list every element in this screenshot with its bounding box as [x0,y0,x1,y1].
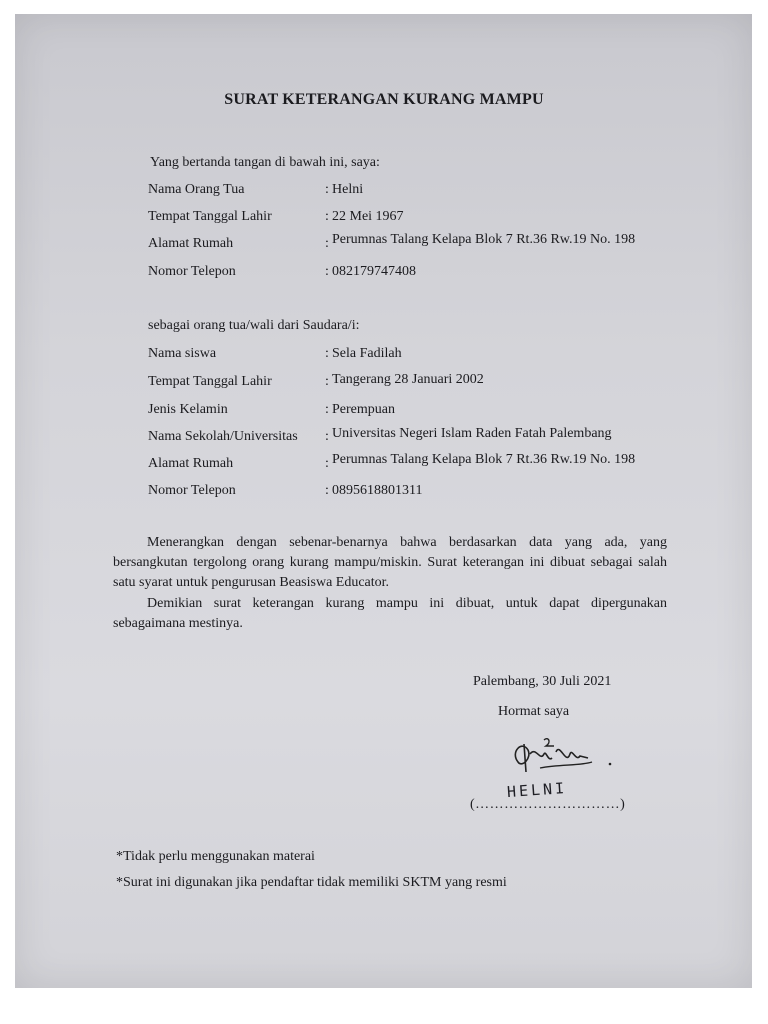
field-colon: : [325,402,329,417]
field-value: Perempuan [332,402,395,417]
field-value: Universitas Negeri Islam Raden Fatah Palembang [332,426,612,441]
field-value: 22 Mei 1967 [332,209,404,224]
document-title: SURAT KETERANGAN KURANG MAMPU [224,91,544,108]
statement-paragraph [113,533,667,593]
field-colon: : [325,429,329,444]
field-value: 082179747408 [332,264,416,279]
handwritten-name: HELNI [506,778,568,802]
intro-text: Yang bertanda tangan di bawah ini, saya: [150,155,380,170]
field-value: Tangerang 28 Januari 2002 [332,372,484,387]
field-colon: : [325,374,329,389]
field-label: Jenis Kelamin [148,402,228,417]
guardian-intro-text: sebagai orang tua/wali dari Saudara/i: [148,318,360,333]
field-colon: : [325,264,329,279]
field-colon: : [325,456,329,471]
field-colon: : [325,209,329,224]
field-value: Sela Fadilah [332,346,402,361]
footnote-materai: *Tidak perlu menggunakan materai [116,849,315,864]
field-colon: : [325,182,329,197]
document-page [15,14,752,988]
field-colon: : [325,236,329,251]
field-label: Nomor Telepon [148,264,236,279]
field-label: Alamat Rumah [148,456,234,471]
footnote-sktm: *Surat ini digunakan jika pendaftar tidak memiliki SKTM yang resmi [116,875,507,890]
field-label: Nama Orang Tua [148,182,245,197]
field-label: Alamat Rumah [148,236,234,251]
field-label: Nama Sekolah/Universitas [148,429,298,444]
field-label: Nama siswa [148,346,217,361]
field-value: Perumnas Talang Kelapa Blok 7 Rt.36 Rw.19 No. 198 [332,452,636,467]
place-date: Palembang, 30 Juli 2021 [473,674,612,689]
field-colon: : [325,483,329,498]
regards-text: Hormat saya [498,704,570,719]
field-value: 0895618801311 [332,483,423,498]
statement-text: Menerangkan dengan sebenar-benarnya bahwa berdasarkan data yang ada, yang bersangkutan tergolong orang kurang mampu/miskin. Surat keterangan ini dibuat sebagai salah satu syarat untuk pengurusan Beasiswa Educator. [113,535,667,590]
field-label: Tempat Tanggal Lahir [148,374,272,389]
field-label: Nomor Telepon [148,483,236,498]
name-line: (…………………………) [470,797,626,812]
field-value: Perumnas Talang Kelapa Blok 7 Rt.36 Rw.19 No. 198 [332,232,636,247]
field-colon: : [325,346,329,361]
field-value: Helni [332,182,364,197]
closing-paragraph [113,594,667,634]
field-label: Tempat Tanggal Lahir [148,209,272,224]
closing-text: Demikian surat keterangan kurang mampu ini dibuat, untuk dapat dipergunakan sebagaimana mestinya. [113,596,667,631]
